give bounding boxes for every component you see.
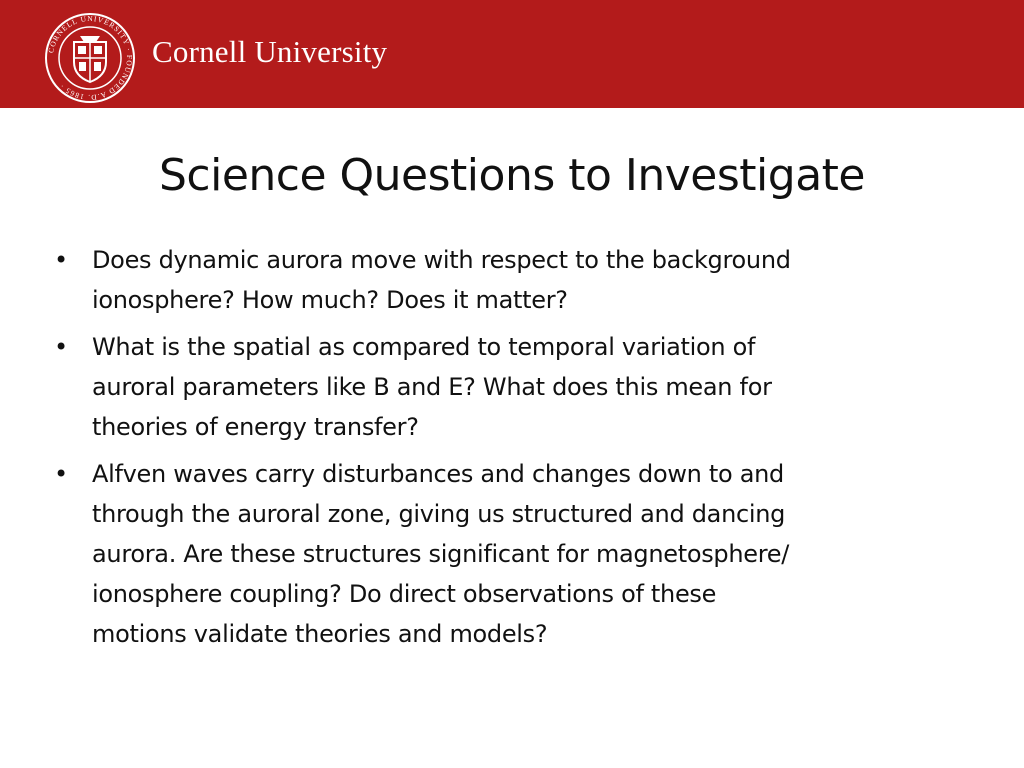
university-wordmark: Cornell University [152,34,388,69]
bullet-item [54,327,954,447]
bullet-line: What is the spatial as compared to temporal variation of [92,333,756,361]
bullet-line: Alfven waves carry disturbances and changes down to and [92,460,784,488]
bullet-marker: • [54,460,68,488]
bullet-line: Does dynamic aurora move with respect to the background [92,246,791,274]
cornell-seal-logo [44,12,136,104]
bullet-line: through the auroral zone, giving us structured and dancing [92,500,786,528]
bullet-item [54,454,954,654]
bullet-list [54,240,954,661]
svg-text:CORNELL UNIVERSITY · FOUNDED A: CORNELL UNIVERSITY · FOUNDED A.D. 1865 · [46,13,135,103]
bullet-marker: • [54,333,68,361]
header-bar [0,0,1024,108]
bullet-line: aurora. Are these structures significant for magnetosphere/ [92,540,790,568]
bullet-line: theories of energy transfer? [92,413,419,441]
bullet-marker: • [54,246,68,274]
bullet-item [54,240,954,320]
bullet-line: motions validate theories and models? [92,620,548,648]
bullet-line: auroral parameters like B and E? What does this mean for [92,373,772,401]
slide-title: Science Questions to Investigate [158,150,865,201]
bullet-line: ionosphere? How much? Does it matter? [92,286,568,314]
bullet-line: ionosphere coupling? Do direct observations of these [92,580,717,608]
